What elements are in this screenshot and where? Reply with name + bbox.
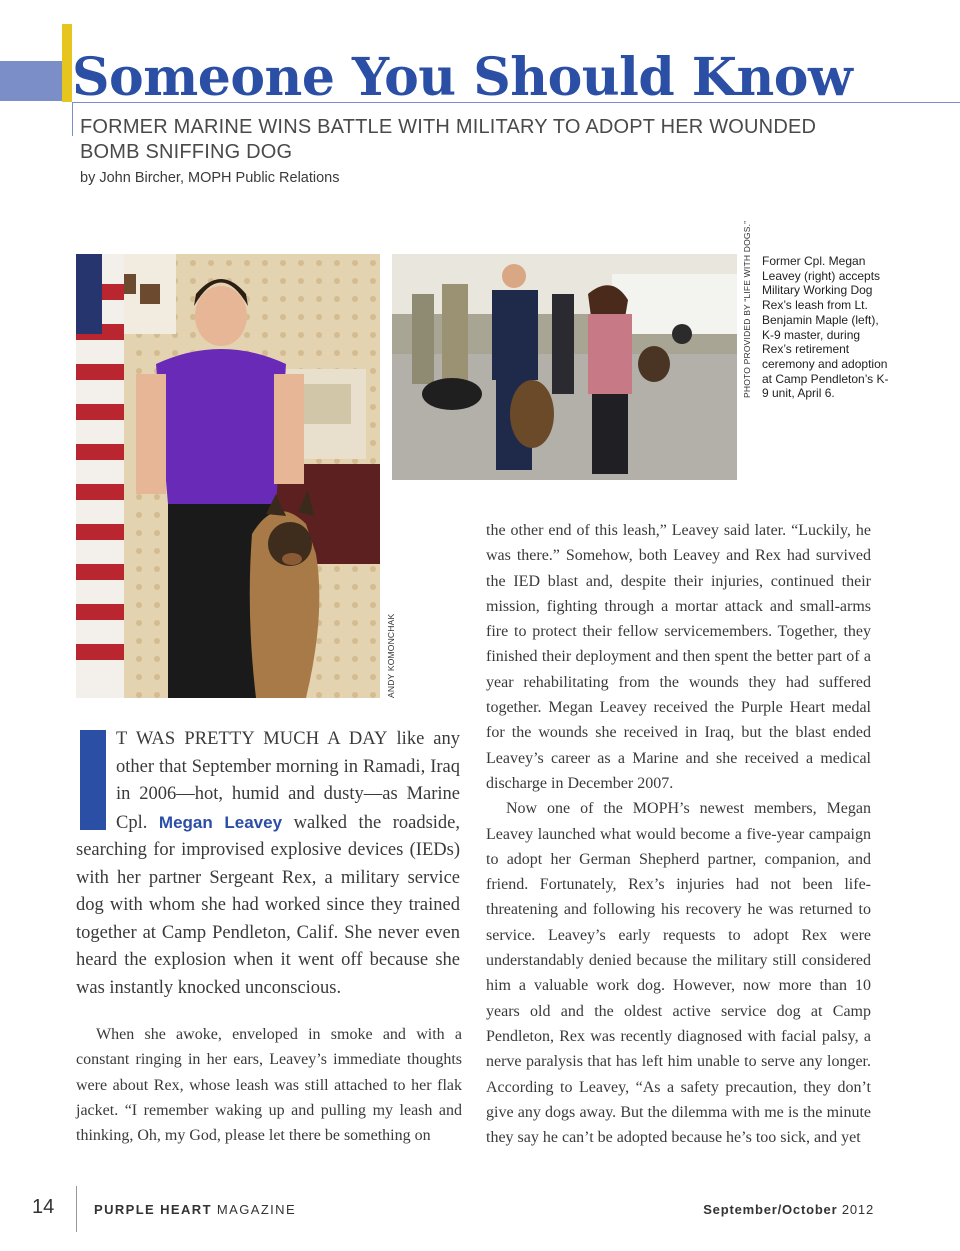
page-title: Someone You Should Know: [72, 47, 853, 108]
photo-caption: Former Cpl. Megan Leavey (right) accepts Military Working Dog Rex’s leash from Lt. Benjamin Maple (left), K-9 master, during Rex’s retirement ceremony and adoption at Camp Pendleton’s K-9 unit, April 6.: [762, 254, 889, 401]
body-paragraph-col2-b: Now one of the MOPH’s newest members, Megan Leavey launched what would become a five-year campaign to adopt her German Shepherd partner, companion, and friend. Fortunately, Rex’s injuries had not been life-threatening and following his recovery he was returned to service. Leavey’s early requests to adopt Rex were understandably denied because the military still considered him a valuable work dog. However, now more than 10 years old and the oldest active service dog at Camp Pendleton, Rex was recently diagnosed with facial palsy, a nerve paralysis that has left him unable to serve any longer. According to Leavey, “As a safety precaution, they don’t give any dogs away. But the dilemma with me is the minute they say he can’t be adopted because he’s too sick, and yet: [486, 800, 871, 1147]
lead-paragraph: [76, 726, 460, 1002]
lead-text-1: like any other that September morning in Ramadi, Iraq in 2006—hot, humid and dusty—as Marine Cpl.: [116, 729, 461, 833]
byline: by John Bircher, MOPH Public Relations: [80, 170, 340, 186]
body-column-2: [486, 518, 871, 1150]
drop-cap: [80, 730, 106, 830]
footer-issue-date: [703, 1202, 874, 1217]
photo-leavey-with-rex: [76, 254, 380, 698]
issue-months: September/October: [703, 1202, 838, 1217]
issue-year: 2012: [837, 1202, 874, 1217]
article-subtitle: FORMER MARINE WINS BATTLE WITH MILITARY TO ADOPT HER WOUNDED BOMB SNIFFING DOG: [80, 116, 817, 163]
magazine-name-rest: MAGAZINE: [211, 1202, 297, 1217]
lead-caps: T WAS PRETTY MUCH A DAY: [116, 729, 388, 749]
right-photo-credit: PHOTO PROVIDED BY “LIFE WITH DOGS.”: [742, 220, 752, 398]
footer-magazine-name: [94, 1202, 296, 1217]
lead-text-2: walked the roadside, searching for improvised explosive devices (IEDs) with her partner Sergeant Rex, a military service dog with whom she had worked since they trained together at Camp Pendleton, Calif. She never even heard the explosion when it went off because she was instantly knocked unconscious.: [76, 812, 460, 998]
body-paragraph-col1: When she awoke, enveloped in smoke and with a constant ringing in her ears, Leavey’s immediate thoughts were about Rex, whose leash was still attached to her flak jacket. “I remember waking up and pulling my leash and thinking, Oh, my God, please let there be something on: [76, 1026, 462, 1145]
highlight-name: Megan Leavey: [158, 812, 283, 832]
left-photo-credit: ANDY KOMONCHAK: [386, 613, 396, 698]
header-yellow-stripe: [62, 24, 72, 102]
page-number: 14: [32, 1196, 55, 1218]
footer-divider: [76, 1186, 77, 1232]
body-paragraph-col2-a: the other end of this leash,” Leavey said later. “Luckily, he was there.” Somehow, both Leavey and Rex had survived the IED blast and, despite their injuries, continued their mission, fighting through a mortar attack and small-arms fire to protect their fellow servicemembers. Together, they finished their deployment and then spent the better part of a year rehabilitating from the wounds they had suffered together. Megan Leavey received the Purple Heart medal for the wounds she received in Iraq, but the blast ended Leavey’s career as a Marine and she received a medical discharge in December 2007.: [486, 522, 871, 792]
magazine-name-bold: PURPLE HEART: [94, 1202, 212, 1217]
photo-retirement-ceremony: [392, 254, 737, 480]
